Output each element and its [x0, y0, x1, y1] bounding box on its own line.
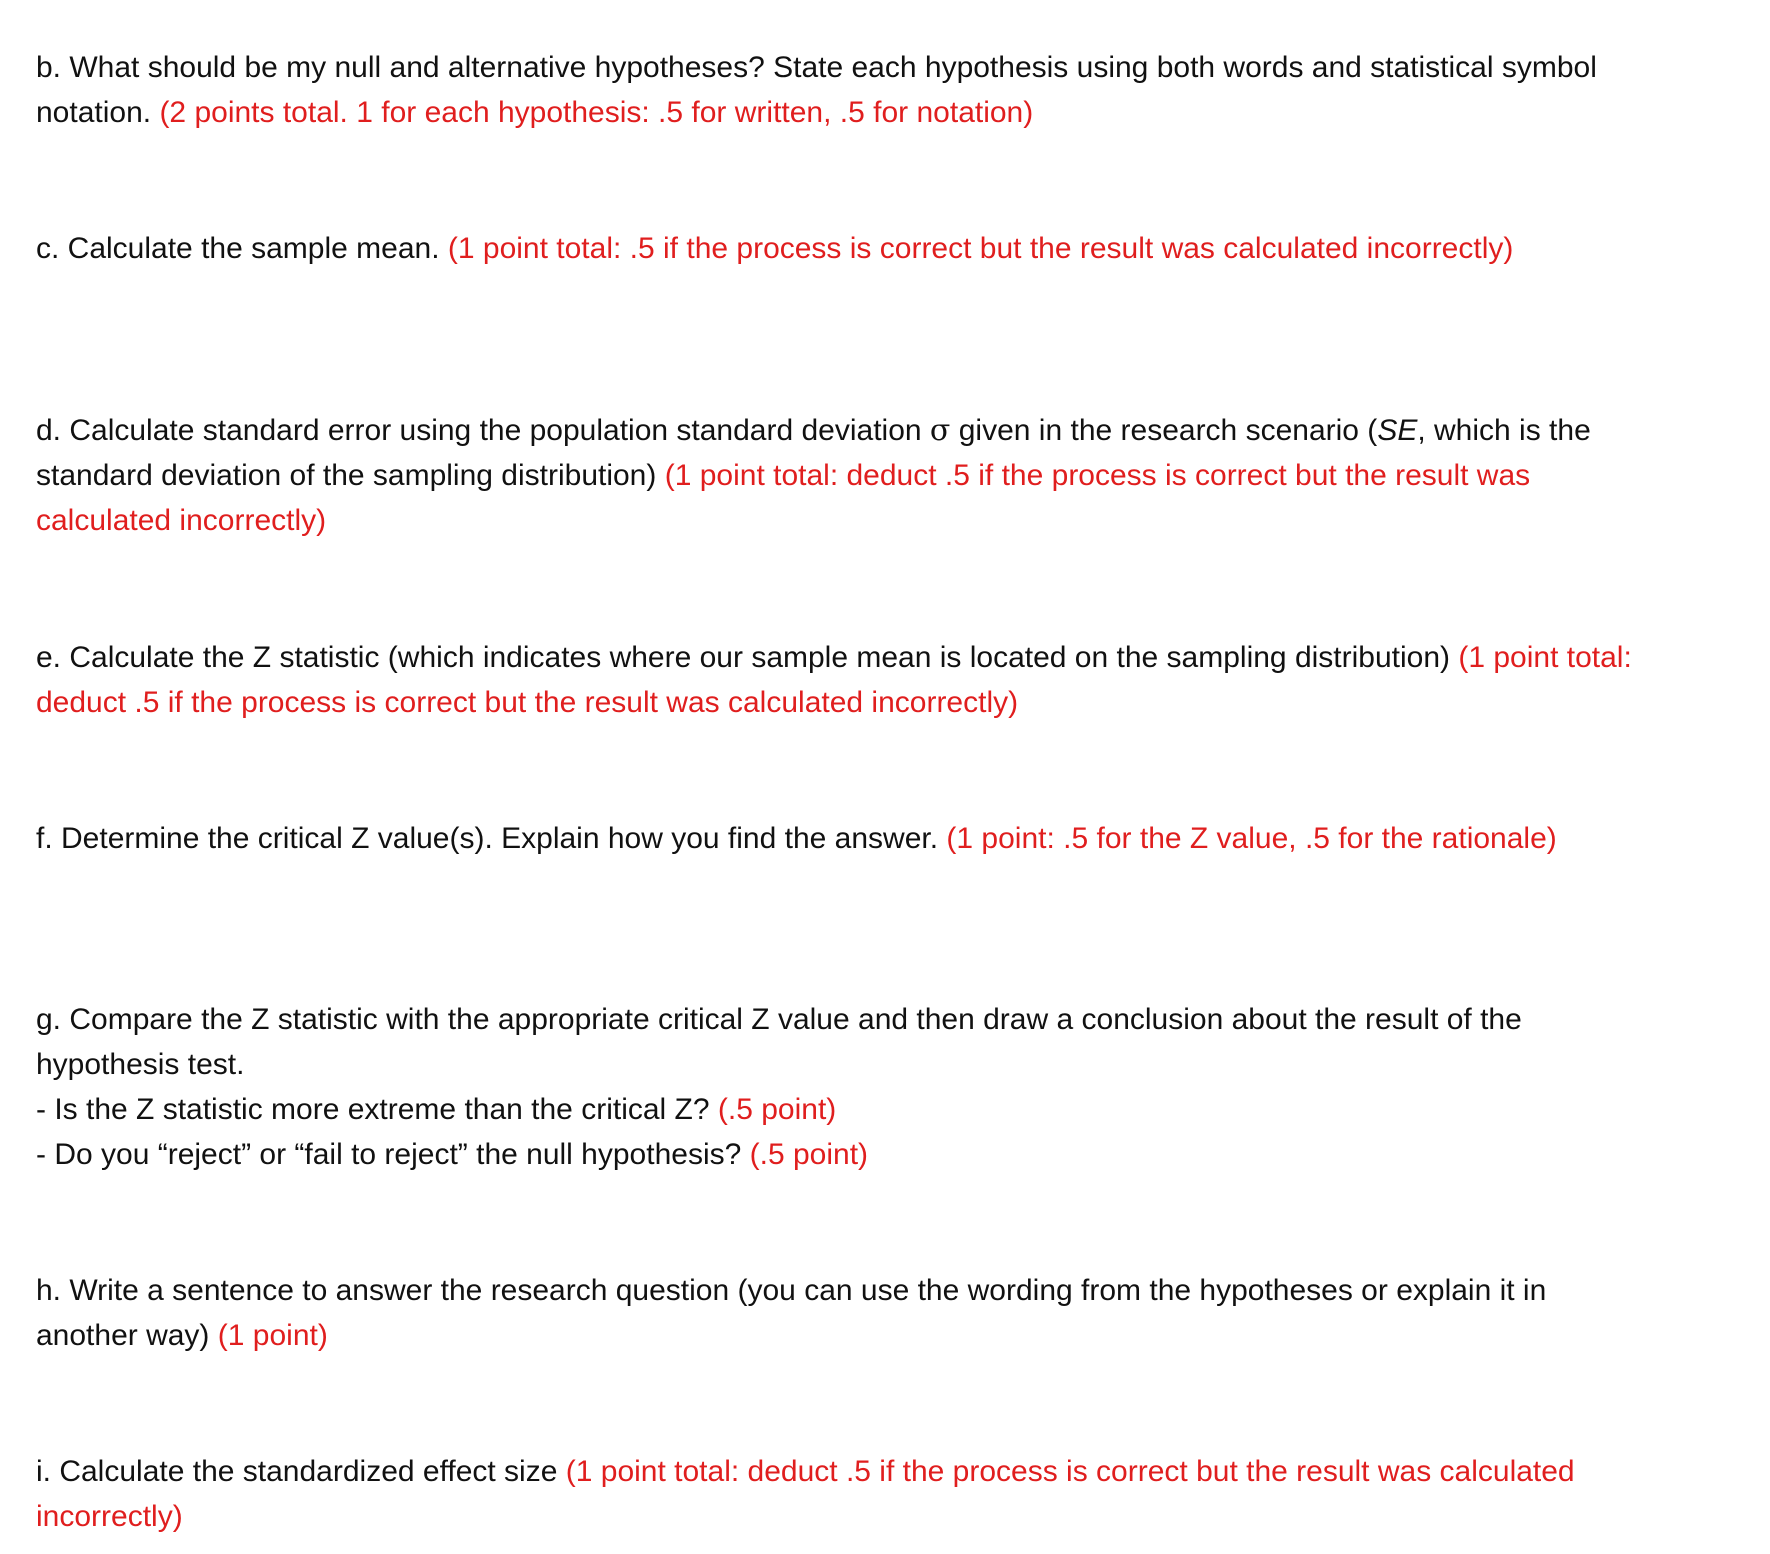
question-g-sub2-text: - Do you “reject” or “fail to reject” the null hypothesis?: [36, 1138, 742, 1171]
question-h: [36, 1268, 1636, 1358]
sigma-symbol: σ: [929, 413, 951, 448]
question-c-points: (1 point total: .5 if the process is correct but the result was calculated incorrectly): [447, 232, 1514, 265]
question-e-text: e. Calculate the Z statistic (which indicates where our sample mean is located on the sampling distribution): [36, 641, 1451, 674]
question-g-sub1-text: - Is the Z statistic more extreme than the critical Z?: [36, 1093, 710, 1126]
question-d: [36, 408, 1636, 543]
question-e: [36, 635, 1636, 725]
question-f-points: (1 point: .5 for the Z value, .5 for the rationale): [946, 822, 1557, 855]
question-i-text: i. Calculate the standardized effect size: [36, 1455, 558, 1488]
question-f-text: f. Determine the critical Z value(s). Explain how you find the answer.: [36, 822, 939, 855]
question-g-sub2: [36, 1132, 1636, 1177]
question-d-text-middle: given in the research scenario (: [958, 414, 1378, 447]
question-d-text-start: d. Calculate standard error using the population standard deviation: [36, 414, 922, 447]
question-f: [36, 816, 1636, 861]
question-g: [36, 997, 1636, 1177]
question-d-text-end: , which is the standard deviation of the sampling distribution): [36, 414, 1591, 492]
question-h-text: h. Write a sentence to answer the research question (you can use the wording from the hypotheses or explain it in another way): [36, 1274, 1547, 1352]
question-h-points: (1 point): [217, 1319, 328, 1352]
question-b-text: b. What should be my null and alternative hypotheses? State each hypothesis using both words and statistical symbol notation.: [36, 51, 1597, 129]
question-g-sub1: [36, 1087, 1636, 1132]
question-i: [36, 1449, 1636, 1539]
question-b-points: (2 points total. 1 for each hypothesis: .5 for written, .5 for notation): [159, 96, 1034, 129]
question-g-sub2-points: (.5 point): [749, 1138, 869, 1171]
question-d-points: (1 point total: deduct .5 if the process is correct but the result was calculated incorrectly): [36, 459, 1531, 537]
question-e-points: (1 point total: deduct .5 if the process is correct but the result was calculated incorrectly): [36, 641, 1632, 719]
question-c-text: c. Calculate the sample mean.: [36, 232, 440, 265]
question-i-points: (1 point total: deduct .5 if the process is correct but the result was calculated incorrectly): [36, 1455, 1575, 1533]
question-g-sub1-points: (.5 point): [717, 1093, 837, 1126]
question-b: [36, 45, 1636, 135]
question-g-text: g. Compare the Z statistic with the appropriate critical Z value and then draw a conclusion about the result of the hypothesis test.: [36, 1003, 1522, 1081]
question-c: [36, 226, 1636, 271]
se-symbol: SE: [1377, 414, 1418, 447]
